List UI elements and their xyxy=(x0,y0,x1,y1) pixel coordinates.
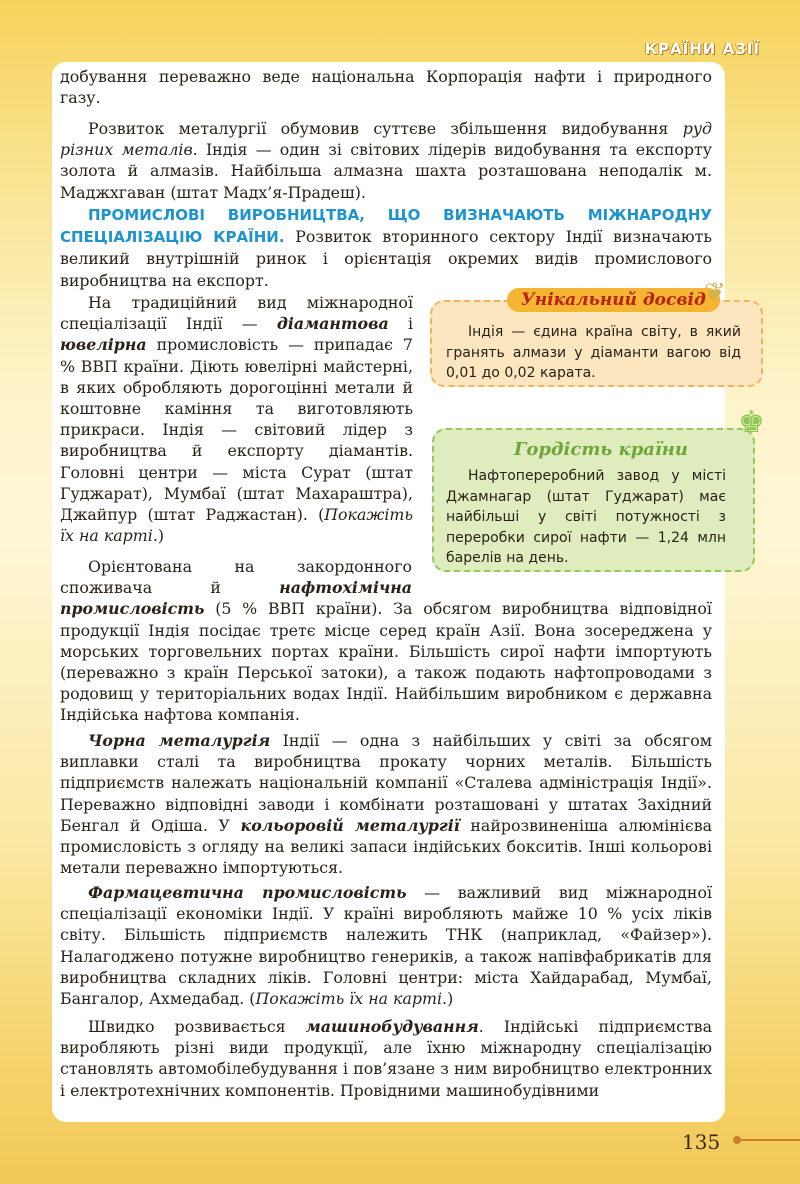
bold-term: ювелірна xyxy=(60,335,147,355)
text-span: Швидко розвивається xyxy=(88,1017,306,1036)
paragraph-7 xyxy=(60,882,712,1009)
paragraph-8-block xyxy=(60,1016,712,1101)
paragraph-6 xyxy=(60,730,712,878)
italic-note: Покажіть їх на карті xyxy=(60,505,413,546)
paragraph-8 xyxy=(60,1016,712,1101)
text-span: найрозвиненіша алюмінієва промисловість з огляду на великі запаси індійських бокситів. Інші кольорові метали переважно імпортуються. xyxy=(60,815,713,878)
text-span: (5 % ВВП країни). За обсягом виробництва відповідної продукції Індія посідає третє місце серед країн Азії. Вона зосереджена у морських торговельних портах країни. Більшість сирої нафти імпортують (переважно з країн Перської затоки), а також подають нафтопроводами з родовищ у територіальних водах Індії. Найбільшим виробником є державна Індійська нафтова компанія. xyxy=(60,599,712,725)
chess-king-icon: ♚ xyxy=(738,405,765,440)
section-header: КРАЇНИ АЗІЇ xyxy=(644,40,760,58)
paragraph-3 xyxy=(60,204,712,291)
unique-experience-text: Індія — єдина країна світу, в який гранять алмази у діаманти вагою від 0,01 до 0,02 карата. xyxy=(446,324,741,381)
bold-term: кольоровій металургії xyxy=(240,815,460,835)
paragraph-4 xyxy=(60,292,413,546)
paragraph-2 xyxy=(60,118,712,203)
bold-term: машинобудування xyxy=(305,1017,479,1036)
text-span: — важливий вид міжнародної спеціалізації економіки Індії. У країні виробляють майже 10 % усіх ліків світу. Більшість підприємств належить ТНК (наприклад, «Файзер»). Налагоджено потужне виробництво генериків, а також напівфабрикатів для виробництва складних ліків. Головні центри: міста Хайдарабад, Мумбаї, Бангалор, Ахмедабад. ( xyxy=(60,883,713,1009)
text-span: . Індійські підприємства виробляють різні види продукції, але їхню міжнародну спеціалізацію становлять автомобілебудування і пов’язане з ним виробництво електронних і електротехнічних компонентів. Провідними машинобудівними xyxy=(60,1017,712,1100)
text-span: . Індія — один зі світових лідерів видобування та експорту золота й алмазів. Найбільша алмазна шахта розташована неподалік м. Маджхгаван (штат Мадх’я-Прадеш). xyxy=(60,140,713,202)
paragraph-4-block xyxy=(60,292,413,546)
country-pride-title: Гордість країни xyxy=(514,439,688,460)
paragraph-3-block xyxy=(60,204,712,291)
text-span: і xyxy=(388,314,413,334)
page-number: 135 xyxy=(682,1130,721,1154)
unique-experience-box xyxy=(430,300,763,387)
bold-term: діамантова xyxy=(276,314,389,334)
bold-term: Чорна металургія xyxy=(88,731,271,750)
country-pride-text: Нафтопереробний завод у місті Джамнагар (штат Гуджарат) має найбільші у світі потужності з переробки сирої нафти — 1,24 млн барелів на день. xyxy=(446,468,726,566)
text-span: .) xyxy=(442,989,454,1009)
text-span: Розвиток металургії обумовив суттєве збільшення видобування xyxy=(88,119,683,138)
page-number-line xyxy=(736,1139,800,1141)
paragraph-5-flow xyxy=(60,556,712,726)
text-span: На традиційний вид міжнародної спеціалізації Індії — xyxy=(60,293,413,334)
laurel-icon: ❦ xyxy=(704,278,726,308)
text-span: промисловість — припадає 7 % ВВП країни. Діють ювелірні майстерні, в яких обробляють дорогоцінні метали й коштовне каміння та виготовляють прикраси. Індія — світовий лідер з виробництва й експорту діамантів. Головні центри — міста Сурат (штат Гуджарат), Мумбаї (штат Махараштра), Джайпур (штат Раджастан). ( xyxy=(60,335,413,525)
bold-term: нафтохімічна промисловість xyxy=(60,578,412,619)
text-span: Орієнтована на закордонного споживача й xyxy=(60,557,412,598)
text-span: .) xyxy=(152,526,165,546)
section-heading: ПРОМИСЛОВІ ВИРОБНИЦТВА, ЩО ВИЗНАЧАЮТЬ МІЖНАРОДНУ СПЕЦІАЛІЗАЦІЮ КРАЇНИ. xyxy=(60,206,712,247)
bold-term: Фармацевтична промисловість xyxy=(88,883,407,902)
unique-experience-title: Унікальний досвід xyxy=(507,288,720,312)
paragraph-6-block xyxy=(60,730,712,878)
paragraph-2-block xyxy=(60,118,712,203)
italic-note: Покажіть їх на карті xyxy=(255,989,443,1009)
paragraph-7-block xyxy=(60,882,712,1009)
paragraph-1: добування переважно веде національна Корпорація нафти і природного газу. xyxy=(60,67,712,108)
text-span: Індії — одна з найбільших у світі за обсягом виплавки сталі та виробництва прокату чорних металів. Більшість підприємств належать національній компанії «Сталева адміністрація Індії». Переважно відповідні заводи і комбінати розташовані у штатах Західний Бенгал й Одіша. У xyxy=(60,731,712,835)
italic-term: руд різних металів xyxy=(60,119,712,160)
text-span: Розвиток вторинного сектору Індії визначають великий внутрішній ринок і орієнтація окремих видів промислового виробництва на експорт. xyxy=(60,227,712,290)
paragraph-1-block xyxy=(60,66,712,108)
